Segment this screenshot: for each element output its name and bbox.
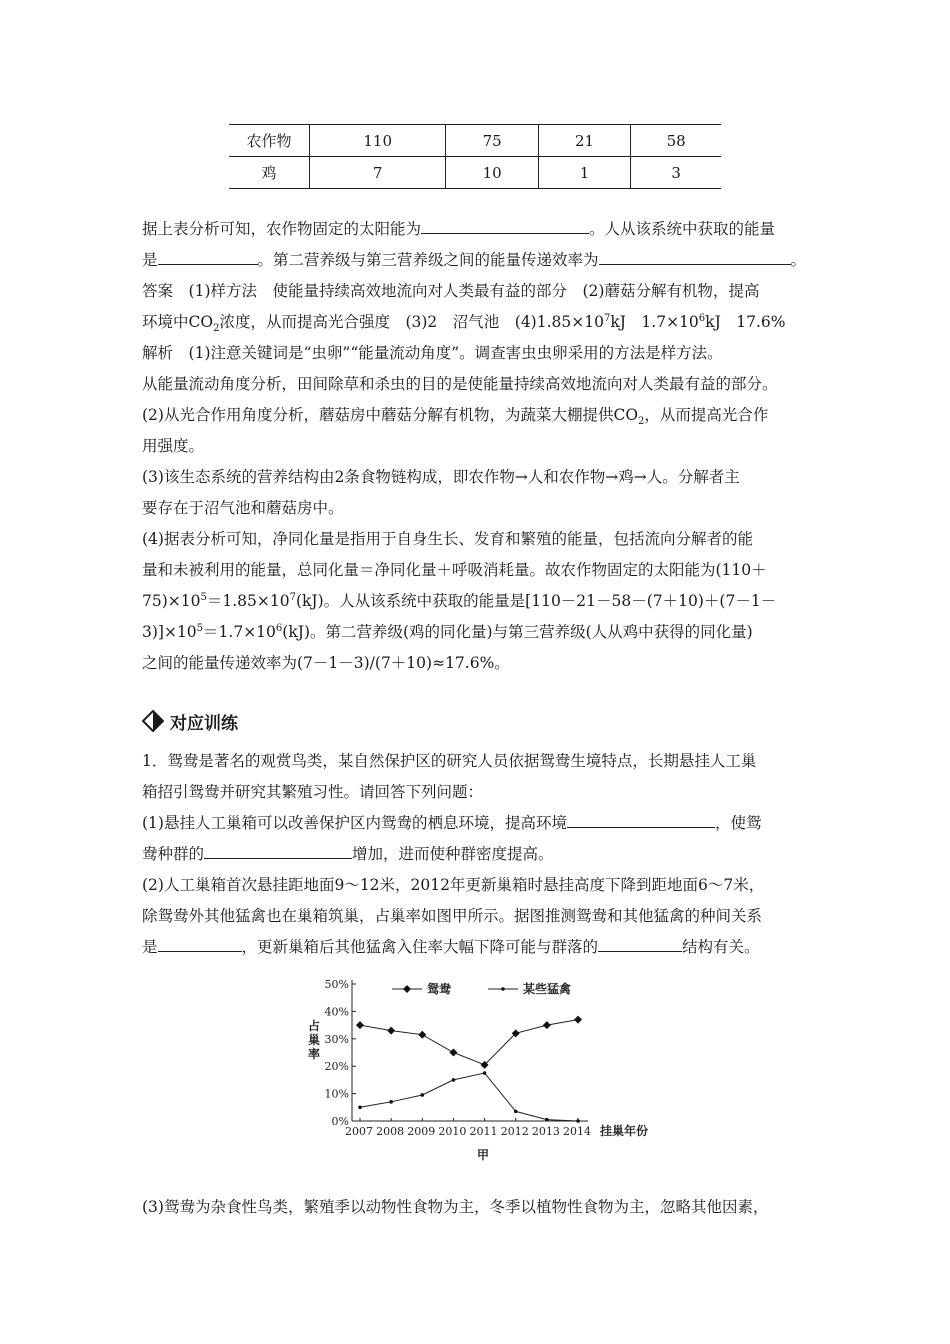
y-axis-label: 占巢率	[307, 1019, 321, 1061]
blank-transfer-efficiency	[599, 246, 791, 265]
x-tick-label: 2010	[438, 1125, 467, 1138]
row-label-cell: 鸡	[229, 157, 310, 189]
table-row	[229, 157, 721, 189]
value-cell: 7	[310, 157, 446, 189]
analysis-block: 解析 (1)注意关键词是“虫卵”“能量流动角度”。调查害虫虫卵采用的方法是样方法。 从能量流动角度分析，田间除草和杀虫的目的是使能量持续高效地流向对人类最有益的部分。 (2)从光合作用角度分析，蘑菇房中蘑菇分解有机物，为蔬菜大棚提供$CO_2$，从而提高光合作 用强度。 (3)该生态系统的营养结构由2条食物链构成，即农作物→人和农作物→鸡→人。分解者主 要存在于沼气池和蘑菇房中。 (4)据表分析可知，净同化量是指用于自身生长、发育和繁殖的能量，包括流向分解者的能 量和未被利用的能量，总同化量＝净同化量＋呼吸消耗量。故农作物固定的太阳能为(110＋ $75)\times 10^5=1.85\times 10^7(kJ)$。人从该系统中获取的能量是[110－21－58－(7＋10)＋(7－1－ $3)]\times 10^5=1.7\times 10^6(kJ)$。第二营养级(鸡的同化量)与第三营养级(人从鸡中获得的同化量) 之间的能量传递效率为(7－1－3)/(7＋10)≈17.6%。	[142, 344, 778, 672]
blank-solar-energy	[421, 215, 589, 234]
data-point-diamond	[356, 1021, 364, 1029]
legend-label: 某些猛禽	[523, 982, 572, 996]
row-label-cell: 农作物	[229, 125, 310, 157]
data-point-diamond	[543, 1021, 551, 1029]
analysis-label: 解析	[142, 344, 174, 362]
data-point-dot	[420, 1093, 424, 1097]
question-1: 1．鸳鸯是著名的观赏鸟类，某自然保护区的研究人员依据鸳鸯生境特点，长期悬挂人工巢 箱招引鸳鸯并研究其繁殖习性。请回答下列问题： (1)悬挂人工巢箱可以改善保护区内鸳鸯的栖息环境，提高环境 ，使鸳 鸯种群的 增加，进而使种群密度提高。 (2)人工巢箱首次悬挂距地面9～12米，2012年更新巢箱时悬挂高度下降到距地面6～7米， 除鸳鸯外其他猛禽也在巢箱筑巢，占巢率如图甲所示。据图推测鸳鸯和其他猛禽的种间关系 是 ，更新巢箱后其他猛禽入住率大幅下降可能与群落的 结构有关。	[142, 752, 765, 956]
y-tick-label: 20%	[324, 1060, 349, 1074]
diamond-icon	[142, 710, 164, 732]
data-point-dot	[483, 1071, 487, 1075]
legend-label: 鸳鸯	[427, 982, 452, 996]
value-cell: 3	[631, 157, 721, 189]
blank-birth-rate	[204, 840, 352, 859]
section-heading	[142, 706, 822, 736]
value-cell: 21	[538, 125, 630, 157]
blank-human-energy	[158, 246, 258, 265]
value-cell: 1	[538, 157, 630, 189]
y-tick-label: 40%	[324, 1005, 349, 1019]
value-cell: 10	[446, 157, 538, 189]
x-tick-label: 2008	[376, 1125, 405, 1138]
y-tick-label: 30%	[324, 1032, 349, 1046]
data-point-dot	[514, 1110, 518, 1114]
nest-occupancy-chart	[300, 972, 690, 1164]
x-axis-label: 挂巢年份	[600, 1124, 649, 1138]
data-point-dot	[576, 1119, 580, 1123]
x-tick-label: 2014	[563, 1125, 591, 1138]
y-tick-label: 50%	[324, 978, 349, 991]
legend-marker-dot	[501, 987, 505, 991]
value-cell: 58	[631, 125, 721, 157]
answer-block: 答案 (1)样方法 使能量持续高效地流向对人类最有益的部分 (2)蘑菇分解有机物，提高 环境中$CO_2$浓度，从而提高光合强度 (3)2 沼气池 $(4)1.85\times 10^7kJ$ $1.7\times 10^6kJ$ 17.6%	[142, 282, 786, 335]
legend-marker-diamond	[403, 985, 411, 993]
data-point-dot	[358, 1106, 362, 1110]
data-point-dot	[452, 1078, 456, 1082]
series-line-1	[360, 1073, 578, 1121]
data-point-diamond	[449, 1049, 457, 1057]
data-point-diamond	[574, 1016, 582, 1024]
question-tail: 据上表分析可知，农作物固定的太阳能为 。人从该系统中获取的能量 是 。第二营养级与第三营养级之间的能量传递效率为 。	[142, 214, 822, 276]
y-tick-label: 0%	[331, 1115, 349, 1128]
chart-caption: 甲	[476, 1148, 490, 1162]
x-tick-label: 2013	[531, 1125, 560, 1138]
data-point-dot	[545, 1118, 549, 1122]
x-tick-label: 2012	[500, 1125, 529, 1138]
blank-community-structure	[598, 933, 682, 952]
table-row	[229, 125, 721, 157]
x-tick-label: 2011	[469, 1125, 498, 1138]
x-tick-label: 2009	[407, 1125, 436, 1138]
y-tick-label: 10%	[324, 1087, 349, 1101]
blank-carrying-capacity	[567, 809, 715, 828]
value-cell: 75	[446, 125, 538, 157]
value-cell: 110	[310, 125, 446, 157]
x-tick-label: 2007	[345, 1125, 373, 1138]
data-point-dot	[389, 1100, 393, 1104]
answer-label: 答案	[142, 282, 174, 300]
blank-species-relation	[158, 933, 242, 952]
section-title: 对应训练	[170, 713, 238, 734]
data-point-diamond	[387, 1027, 395, 1035]
energy-table	[229, 124, 721, 189]
data-point-diamond	[418, 1031, 426, 1039]
question-1-part-3: (3)鸳鸯为杂食性鸟类，繁殖季以动物性食物为主，冬季以植物性食物为主，忽略其他因素，	[142, 1198, 769, 1216]
